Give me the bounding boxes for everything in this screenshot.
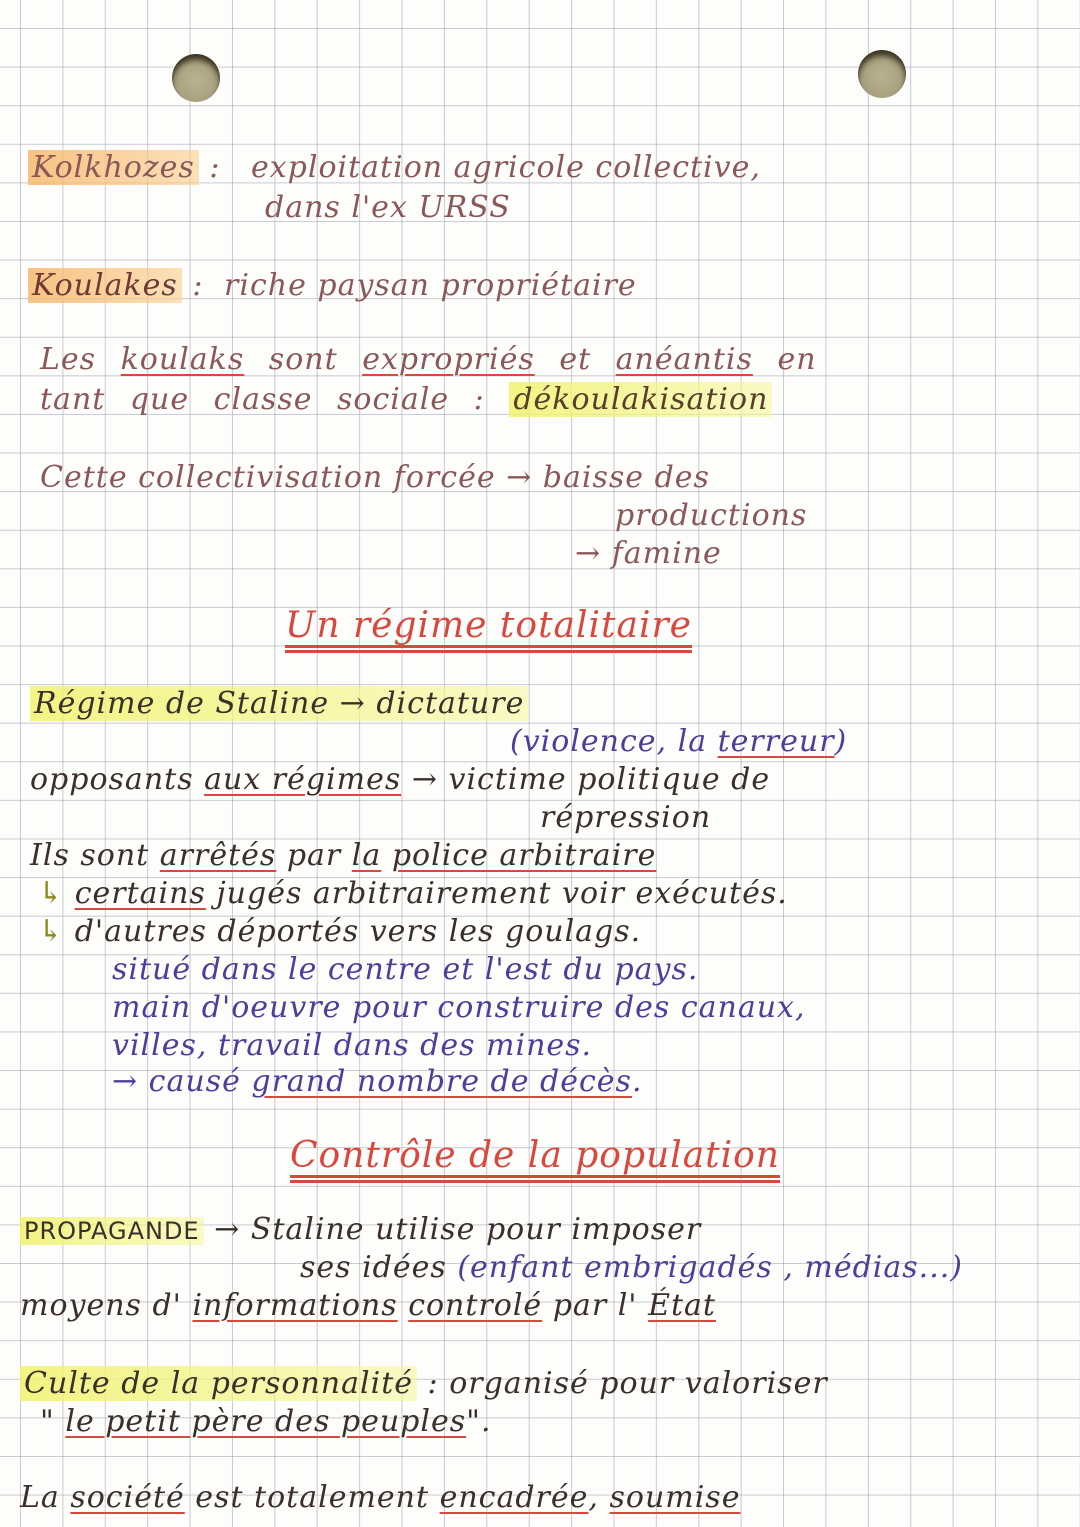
regime-juges: ↳ certains jugés arbitrairement voir exécutés. [38, 876, 788, 911]
intro-productions: productions [615, 498, 808, 533]
definition-kolkhozes-line2: dans l'ex URSS [265, 190, 511, 225]
petit-pere-des-peuples: " le petit père des peuples". [40, 1404, 492, 1439]
term-koulakes: Koulakes [28, 268, 182, 303]
regime-violence: (violence, la terreur) [510, 724, 848, 759]
intro-collectivisation: Cette collectivisation forcée → baisse des [40, 460, 710, 495]
moyens-information: moyens d' informations controlé par l' État [20, 1288, 716, 1323]
term-kolkhozes: Kolkhozes [28, 150, 199, 185]
intro-famine: → famine [575, 536, 722, 571]
section-title-controle: Contrôle de la population [290, 1135, 780, 1176]
sub-arrow-icon: ↳ [38, 876, 65, 911]
definition-text: exploitation agricole collective, [250, 150, 761, 185]
highlight-dekoulakisation: dékoulakisation [509, 382, 772, 417]
intro-line1: Les koulaks sont expropriés et anéantis en [40, 342, 817, 377]
intro-line2: tant que classe sociale : dékoulakisation [40, 382, 772, 418]
propagande-idees: ses idées (enfant embrigadés , médias...) [300, 1250, 963, 1285]
propagande-line: PROPAGANDE → Staline utilise pour imposer [20, 1212, 701, 1249]
regime-staline: Régime de Staline → dictature [30, 686, 528, 722]
goulags-deces: → causé grand nombre de décès. [112, 1064, 643, 1099]
highlight-propagande: PROPAGANDE [20, 1217, 204, 1245]
regime-arretes: Ils sont arrêtés par la police arbitraire [30, 838, 657, 873]
definition-koulakes: Koulakes : riche paysan propriétaire [28, 268, 637, 304]
goulags-situation: situé dans le centre et l'est du pays. [112, 952, 699, 987]
definition-kolkhozes: Kolkhozes : exploitation agricole collective, [28, 150, 761, 186]
definition-text: riche paysan propriétaire [224, 268, 637, 303]
punch-hole-right [858, 50, 906, 98]
highlight-culte: Culte de la personnalité [20, 1366, 417, 1401]
regime-opposants: opposants aux régimes → victime politique de [30, 762, 771, 797]
regime-repression: répression [540, 800, 712, 835]
societe-encadree: La société est totalement encadrée, soumise [20, 1480, 741, 1515]
regime-deportes: ↳ d'autres déportés vers les goulags. [38, 914, 642, 949]
sub-arrow-icon: ↳ [38, 914, 65, 949]
punch-hole-left [172, 54, 220, 102]
goulags-main-oeuvre: main d'oeuvre pour construire des canaux, [112, 990, 806, 1025]
goulags-villes: villes, travail dans des mines. [112, 1028, 593, 1063]
culte-personnalite: Culte de la personnalité : organisé pour valoriser [20, 1366, 828, 1402]
section-title-regime: Un régime totalitaire [285, 605, 692, 646]
